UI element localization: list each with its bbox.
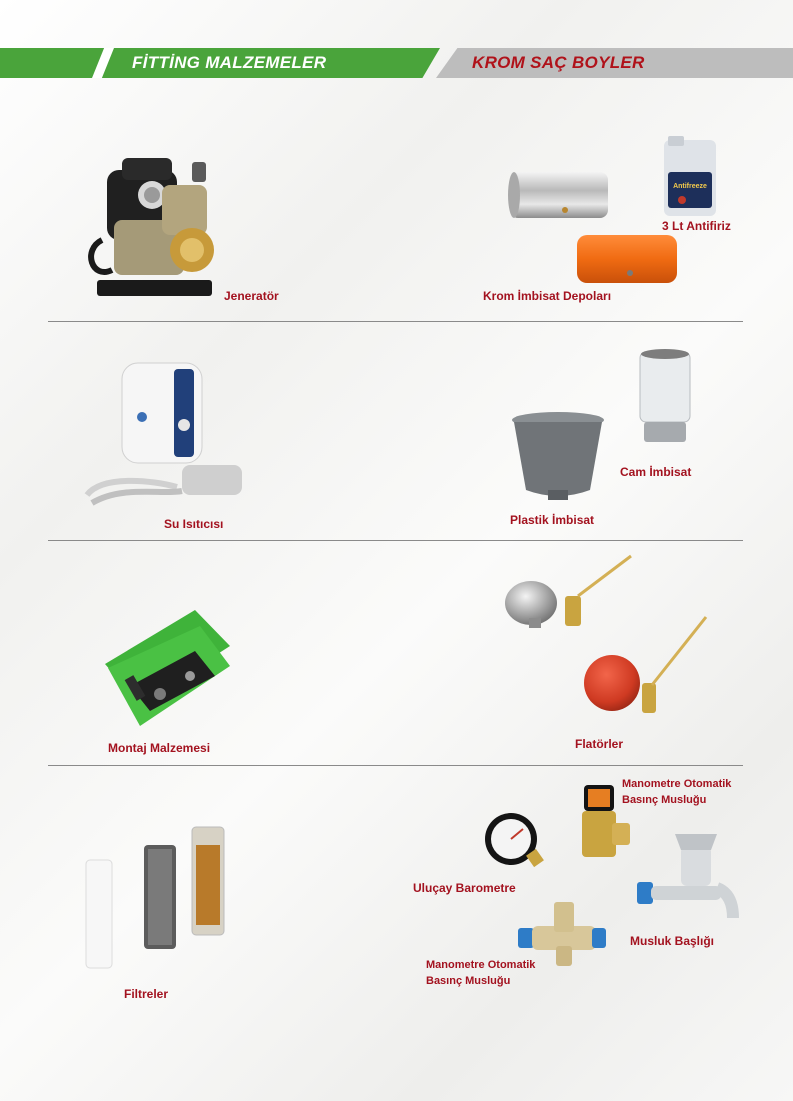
label-manometre-bottom-line-1: Manometre Otomatik [426, 959, 536, 971]
barometer-image [483, 811, 548, 871]
row-divider-3 [48, 765, 743, 766]
generator-image [82, 150, 222, 310]
label-cam-imbisat: Cam İmbisat [620, 465, 692, 479]
label-musluk: Musluk Başlığı [630, 934, 715, 948]
label-krom-imbisat: Krom İmbisat Depoları [483, 289, 612, 303]
plastic-tank-image [508, 410, 608, 502]
filters-image [82, 825, 232, 975]
orange-tank-image [574, 232, 680, 288]
label-manometre-top-line-2: Basınç Musluğu [622, 794, 707, 806]
section-title-krom: KROM SAÇ BOYLER [472, 53, 645, 72]
label-su-isiticisi: Su Isıtıcısı [164, 517, 224, 531]
label-flatorler: Flatörler [575, 737, 624, 751]
float-valve-red-image [582, 613, 712, 718]
antifreeze-image [660, 132, 720, 218]
row-divider-2 [48, 540, 743, 541]
label-manometre-bottom-line-2: Basınç Musluğu [426, 975, 511, 987]
label-plastik-imbisat: Plastik İmbisat [510, 513, 595, 527]
krom-tank-image [505, 168, 615, 224]
label-manometre-top-line-1: Manometre Otomatik [622, 778, 732, 790]
section-title-fitting: FİTTİNG MALZEMELER [132, 53, 327, 72]
water-heater-image [82, 355, 247, 515]
label-manometre-top [622, 776, 762, 808]
montaj-case-image [100, 606, 235, 731]
faucet-image [633, 832, 743, 924]
label-jenerator: Jeneratör [224, 289, 279, 303]
label-filtreler: Filtreler [124, 987, 169, 1001]
label-montaj: Montaj Malzemesi [108, 741, 211, 755]
label-antifiriz: 3 Lt Antifiriz [662, 219, 731, 233]
antifreeze-brand-text: Antifreeze [673, 183, 707, 190]
glass-tank-image [636, 346, 694, 448]
label-manometre-bottom [426, 957, 566, 989]
row-divider-1 [48, 321, 743, 322]
label-barometre: Uluçay Barometre [413, 881, 516, 895]
